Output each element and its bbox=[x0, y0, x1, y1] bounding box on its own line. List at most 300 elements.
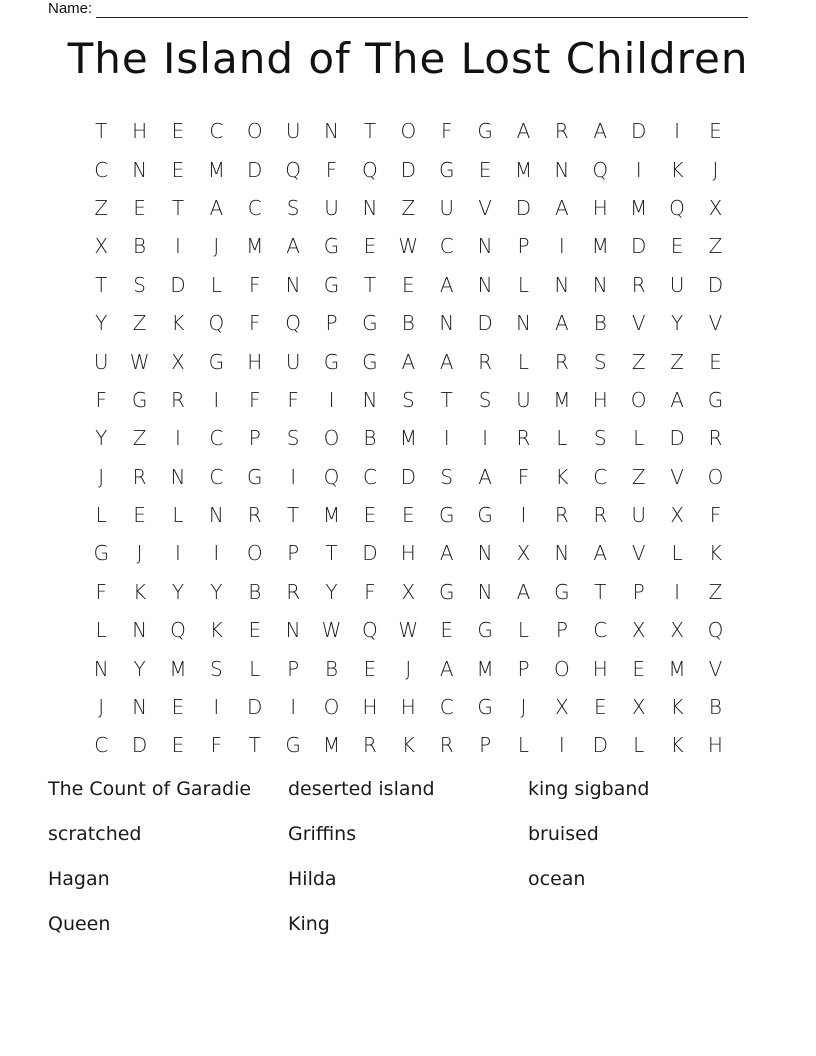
grid-letter: V bbox=[670, 464, 684, 489]
grid-letter: A bbox=[516, 119, 531, 144]
word-bank-item: Queen bbox=[48, 913, 111, 935]
grid-letter: Z bbox=[708, 234, 723, 259]
grid-letter: S bbox=[210, 656, 223, 681]
grid-letter: X bbox=[516, 541, 531, 566]
grid-letter: W bbox=[129, 349, 150, 374]
grid-letter: B bbox=[593, 311, 607, 336]
grid-letter: D bbox=[707, 272, 724, 297]
grid-letter: T bbox=[325, 541, 338, 566]
grid-letter: G bbox=[131, 387, 148, 412]
grid-letter: U bbox=[285, 119, 301, 144]
grid-letter: G bbox=[438, 579, 455, 604]
grid-letter: H bbox=[592, 387, 608, 412]
grid-letter: N bbox=[477, 234, 493, 259]
grid-letter: W bbox=[398, 618, 419, 643]
word-bank-item: deserted island bbox=[288, 778, 435, 800]
grid-letter: C bbox=[439, 234, 454, 259]
grid-letter: I bbox=[213, 695, 220, 720]
grid-letter: A bbox=[401, 349, 416, 374]
grid-letter: O bbox=[323, 695, 340, 720]
grid-letter: V bbox=[631, 541, 646, 566]
grid-letter: T bbox=[363, 119, 377, 144]
grid-letter: T bbox=[287, 503, 300, 528]
grid-letter: U bbox=[669, 272, 685, 297]
grid-letter: F bbox=[210, 733, 223, 758]
word-bank-item: Griffins bbox=[288, 823, 357, 845]
grid-letter: X bbox=[670, 503, 684, 528]
grid-letter: N bbox=[285, 272, 301, 297]
grid-letter: P bbox=[248, 426, 261, 451]
grid-letter: H bbox=[362, 695, 378, 720]
grid-letter: N bbox=[554, 541, 570, 566]
word-bank-item: scratched bbox=[48, 823, 142, 845]
grid-letter: A bbox=[439, 272, 454, 297]
grid-letter: J bbox=[98, 695, 105, 720]
grid-letter: V bbox=[478, 195, 492, 220]
grid-letter: X bbox=[631, 695, 646, 720]
grid-letter: F bbox=[287, 387, 299, 412]
grid-letter: Z bbox=[132, 311, 147, 336]
grid-letter: M bbox=[399, 426, 417, 451]
grid-letter: Q bbox=[669, 195, 685, 220]
grid-letter: L bbox=[517, 272, 530, 297]
grid-letter: G bbox=[285, 733, 301, 758]
grid-letter: K bbox=[133, 579, 147, 604]
grid-letter: D bbox=[592, 733, 608, 758]
grid-letter: K bbox=[555, 464, 569, 489]
grid-letter: L bbox=[95, 618, 107, 643]
grid-letter: C bbox=[593, 464, 608, 489]
grid-letter: P bbox=[287, 541, 300, 566]
grid-letter: G bbox=[362, 349, 378, 374]
grid-letter: Y bbox=[670, 311, 684, 336]
grid-letter: X bbox=[171, 349, 185, 374]
grid-letter: Z bbox=[670, 349, 684, 374]
grid-letter: G bbox=[323, 272, 340, 297]
grid-letter: F bbox=[364, 579, 376, 604]
grid-letter: R bbox=[593, 503, 608, 528]
grid-letter: L bbox=[633, 733, 645, 758]
grid-letter: N bbox=[516, 311, 531, 336]
grid-letter: J bbox=[520, 695, 527, 720]
grid-letter: E bbox=[248, 618, 262, 643]
grid-letter: D bbox=[477, 311, 493, 336]
grid-letter: Q bbox=[285, 311, 302, 336]
grid-letter: D bbox=[247, 157, 263, 182]
grid-letter: T bbox=[440, 387, 453, 412]
grid-letter: U bbox=[324, 195, 339, 220]
grid-letter: U bbox=[439, 195, 455, 220]
name-field bbox=[48, 0, 748, 18]
grid-letter: I bbox=[213, 387, 220, 412]
grid-letter: G bbox=[477, 503, 493, 528]
grid-letter: R bbox=[286, 579, 301, 604]
grid-letter: N bbox=[554, 272, 570, 297]
grid-letter: F bbox=[249, 387, 261, 412]
grid-letter: K bbox=[708, 541, 722, 566]
grid-letter: T bbox=[95, 119, 108, 144]
grid-letter: A bbox=[286, 234, 300, 259]
grid-letter: I bbox=[558, 234, 565, 259]
grid-letter: B bbox=[324, 656, 339, 681]
grid-letter: M bbox=[322, 733, 341, 758]
grid-letter: D bbox=[131, 733, 148, 758]
name-label: Name: bbox=[48, 0, 93, 17]
grid-letter: Q bbox=[323, 464, 340, 489]
grid-letter: G bbox=[707, 387, 724, 412]
grid-letter: N bbox=[285, 618, 301, 643]
grid-letter: F bbox=[517, 464, 530, 489]
grid-letter: E bbox=[171, 733, 185, 758]
grid-letter: C bbox=[94, 733, 109, 758]
grid-letter: R bbox=[478, 349, 493, 374]
grid-letter: D bbox=[630, 119, 647, 144]
grid-letter: Z bbox=[132, 426, 147, 451]
grid-letter: K bbox=[171, 311, 185, 336]
grid-letter: R bbox=[439, 733, 454, 758]
grid-letter: G bbox=[247, 464, 263, 489]
grid-letter: C bbox=[209, 119, 224, 144]
grid-letter: G bbox=[554, 579, 570, 604]
grid-letter: T bbox=[95, 272, 108, 297]
grid-letter: O bbox=[554, 656, 570, 681]
grid-letter: S bbox=[593, 349, 607, 374]
grid-letter: X bbox=[708, 195, 723, 220]
word-bank-item: King bbox=[288, 913, 330, 935]
grid-letter: M bbox=[246, 234, 264, 259]
grid-letter: G bbox=[323, 234, 340, 259]
grid-letter: Q bbox=[362, 157, 378, 182]
grid-letter: G bbox=[323, 349, 340, 374]
grid-letter: Y bbox=[210, 579, 223, 604]
grid-letter: Z bbox=[401, 195, 416, 220]
grid-letter: A bbox=[593, 541, 608, 566]
grid-letter: G bbox=[477, 695, 493, 720]
grid-letter: O bbox=[707, 464, 724, 489]
grid-letter: K bbox=[209, 618, 223, 643]
grid-letter: M bbox=[476, 656, 494, 681]
grid-letter: C bbox=[247, 195, 262, 220]
grid-letter: I bbox=[213, 541, 220, 566]
grid-letter: M bbox=[514, 157, 533, 182]
grid-letter: Q bbox=[362, 618, 378, 643]
grid-letter: E bbox=[363, 234, 377, 259]
grid-letter: D bbox=[247, 695, 263, 720]
grid-letter: A bbox=[670, 387, 684, 412]
grid-letter: C bbox=[209, 464, 224, 489]
grid-letter: P bbox=[632, 579, 645, 604]
grid-letter: E bbox=[363, 656, 377, 681]
grid-letter: D bbox=[400, 464, 417, 489]
grid-letter: F bbox=[249, 311, 261, 336]
grid-letter: W bbox=[321, 618, 342, 643]
grid-letter: M bbox=[322, 503, 341, 528]
grid-letter: Y bbox=[133, 656, 146, 681]
grid-letter: Y bbox=[171, 579, 185, 604]
grid-letter: V bbox=[708, 311, 723, 336]
grid-letter: I bbox=[558, 733, 565, 758]
grid-letter: B bbox=[401, 311, 415, 336]
grid-letter: F bbox=[440, 119, 453, 144]
grid-letter: J bbox=[405, 656, 412, 681]
grid-letter: L bbox=[517, 618, 530, 643]
grid-letter: T bbox=[171, 195, 185, 220]
grid-letter: U bbox=[516, 387, 531, 412]
grid-letter: J bbox=[712, 157, 719, 182]
grid-letter: F bbox=[95, 387, 107, 412]
grid-letter: Z bbox=[94, 195, 109, 220]
word-bank-item: king sigband bbox=[528, 778, 650, 800]
grid-letter: S bbox=[133, 272, 146, 297]
grid-letter: C bbox=[439, 695, 454, 720]
grid-letter: E bbox=[171, 119, 185, 144]
grid-letter: P bbox=[325, 311, 338, 336]
grid-letter: E bbox=[363, 503, 377, 528]
grid-letter: N bbox=[132, 157, 148, 182]
grid-letter: T bbox=[594, 579, 607, 604]
grid-letter: G bbox=[93, 541, 109, 566]
grid-letter: I bbox=[674, 119, 680, 144]
grid-letter: W bbox=[398, 234, 419, 259]
grid-letter: C bbox=[209, 426, 224, 451]
grid-letter: V bbox=[631, 311, 646, 336]
grid-letter: O bbox=[630, 387, 647, 412]
grid-letter: F bbox=[709, 503, 722, 528]
grid-letter: O bbox=[323, 426, 340, 451]
grid-letter: M bbox=[668, 656, 686, 681]
grid-letter: I bbox=[175, 426, 181, 451]
grid-letter: N bbox=[170, 464, 186, 489]
grid-letter: G bbox=[438, 503, 455, 528]
grid-letter: K bbox=[670, 695, 684, 720]
grid-letter: G bbox=[477, 618, 493, 643]
grid-letter: A bbox=[555, 311, 569, 336]
grid-letter: B bbox=[133, 234, 147, 259]
grid-letter: K bbox=[670, 733, 684, 758]
grid-letter: S bbox=[286, 195, 300, 220]
grid-letter: R bbox=[554, 119, 569, 144]
grid-letter: Q bbox=[170, 618, 186, 643]
grid-letter: S bbox=[286, 426, 300, 451]
grid-letter: R bbox=[631, 272, 646, 297]
grid-letter: L bbox=[210, 272, 222, 297]
grid-letter: N bbox=[362, 387, 378, 412]
grid-letter: X bbox=[631, 618, 646, 643]
grid-letter: N bbox=[477, 579, 493, 604]
grid-letter: Q bbox=[592, 157, 609, 182]
grid-letter: J bbox=[213, 234, 220, 259]
grid-letter: L bbox=[517, 733, 530, 758]
grid-letter: X bbox=[401, 579, 416, 604]
grid-letter: M bbox=[169, 656, 187, 681]
word-bank-item: ocean bbox=[528, 868, 586, 890]
grid-letter: H bbox=[132, 119, 148, 144]
grid-letter: L bbox=[95, 503, 107, 528]
grid-letter: A bbox=[439, 656, 454, 681]
letter-grid bbox=[82, 112, 735, 765]
grid-letter: Y bbox=[95, 426, 108, 451]
grid-letter: E bbox=[709, 349, 722, 374]
grid-letter: N bbox=[132, 695, 148, 720]
grid-letter: D bbox=[630, 234, 647, 259]
grid-letter: N bbox=[208, 503, 224, 528]
grid-letter: B bbox=[248, 579, 262, 604]
grid-letter: P bbox=[479, 733, 492, 758]
grid-letter: Z bbox=[631, 464, 646, 489]
grid-letter: X bbox=[555, 695, 569, 720]
grid-letter: N bbox=[132, 618, 148, 643]
grid-letter: B bbox=[363, 426, 377, 451]
grid-letter: E bbox=[478, 157, 492, 182]
grid-letter: N bbox=[324, 119, 340, 144]
grid-letter: S bbox=[440, 464, 454, 489]
grid-letter: P bbox=[555, 618, 568, 643]
grid-letter: I bbox=[290, 464, 297, 489]
word-bank bbox=[48, 778, 748, 958]
grid-letter: U bbox=[631, 503, 646, 528]
grid-letter: X bbox=[670, 618, 684, 643]
grid-letter: I bbox=[635, 157, 642, 182]
grid-letter: E bbox=[440, 618, 454, 643]
grid-letter: C bbox=[94, 157, 109, 182]
grid-letter: F bbox=[95, 579, 107, 604]
grid-letter: I bbox=[290, 695, 297, 720]
grid-letter: E bbox=[133, 503, 146, 528]
grid-letter: E bbox=[670, 234, 684, 259]
grid-letter: E bbox=[709, 119, 722, 144]
grid-letter: K bbox=[401, 733, 415, 758]
grid-letter: N bbox=[362, 195, 378, 220]
grid-letter: S bbox=[478, 387, 492, 412]
grid-letter: T bbox=[248, 733, 261, 758]
grid-letter: R bbox=[132, 464, 147, 489]
grid-letter: M bbox=[591, 234, 609, 259]
word-bank-item: Hilda bbox=[288, 868, 337, 890]
grid-letter: L bbox=[517, 349, 530, 374]
grid-letter: I bbox=[443, 426, 450, 451]
grid-letter: R bbox=[247, 503, 262, 528]
grid-letter: S bbox=[401, 387, 415, 412]
grid-letter: P bbox=[287, 656, 300, 681]
grid-letter: Y bbox=[95, 311, 108, 336]
word-bank-item: bruised bbox=[528, 823, 599, 845]
grid-letter: R bbox=[708, 426, 723, 451]
grid-letter: E bbox=[171, 157, 185, 182]
grid-letter: L bbox=[556, 426, 568, 451]
grid-letter: A bbox=[516, 579, 531, 604]
grid-letter: P bbox=[517, 234, 530, 259]
grid-letter: I bbox=[175, 234, 181, 259]
grid-letter: E bbox=[402, 272, 415, 297]
grid-letter: I bbox=[674, 579, 680, 604]
grid-letter: G bbox=[208, 349, 225, 374]
grid-letter: X bbox=[94, 234, 109, 259]
grid-letter: D bbox=[669, 426, 685, 451]
grid-letter: H bbox=[400, 541, 416, 566]
grid-letter: I bbox=[175, 541, 181, 566]
grid-letter: A bbox=[439, 349, 454, 374]
grid-letter: O bbox=[400, 119, 417, 144]
grid-letter: L bbox=[633, 426, 645, 451]
grid-letter: U bbox=[93, 349, 109, 374]
grid-letter: Y bbox=[325, 579, 338, 604]
page-title: The Island of The Lost Children bbox=[67, 34, 749, 83]
grid-letter: R bbox=[554, 503, 569, 528]
grid-letter: R bbox=[362, 733, 377, 758]
grid-letter: V bbox=[708, 656, 723, 681]
grid-letter: N bbox=[477, 272, 493, 297]
grid-letter: N bbox=[439, 311, 455, 336]
grid-letter: N bbox=[93, 656, 109, 681]
grid-letter: A bbox=[209, 195, 224, 220]
grid-letter: H bbox=[707, 733, 723, 758]
grid-letter: H bbox=[247, 349, 263, 374]
grid-letter: R bbox=[554, 349, 569, 374]
word-bank-item: The Count of Garadie bbox=[48, 778, 252, 800]
grid-letter: E bbox=[632, 656, 645, 681]
grid-letter: H bbox=[400, 695, 416, 720]
grid-letter: E bbox=[593, 695, 607, 720]
grid-letter: Q bbox=[285, 157, 302, 182]
grid-letter: O bbox=[246, 119, 263, 144]
grid-letter: D bbox=[400, 157, 417, 182]
grid-letter: N bbox=[592, 272, 608, 297]
grid-letter: M bbox=[553, 387, 571, 412]
grid-letter: L bbox=[671, 541, 683, 566]
grid-letter: J bbox=[98, 464, 105, 489]
grid-letter: G bbox=[362, 311, 378, 336]
grid-letter: D bbox=[170, 272, 186, 297]
grid-letter: R bbox=[171, 387, 185, 412]
grid-letter: I bbox=[520, 503, 527, 528]
grid-letter: A bbox=[478, 464, 492, 489]
grid-letter: C bbox=[362, 464, 377, 489]
grid-letter: P bbox=[517, 656, 530, 681]
grid-letter: K bbox=[670, 157, 684, 182]
grid-letter: U bbox=[285, 349, 301, 374]
grid-letter: D bbox=[515, 195, 532, 220]
grid-letter: B bbox=[708, 695, 722, 720]
grid-letter: C bbox=[593, 618, 608, 643]
grid-letter: J bbox=[136, 541, 143, 566]
grid-letter: N bbox=[477, 541, 493, 566]
grid-letter: Q bbox=[208, 311, 225, 336]
grid-letter: M bbox=[630, 195, 648, 220]
grid-letter: O bbox=[246, 541, 263, 566]
grid-letter: G bbox=[438, 157, 455, 182]
grid-letter: A bbox=[555, 195, 569, 220]
grid-letter: F bbox=[249, 272, 261, 297]
grid-letter: E bbox=[171, 695, 185, 720]
word-bank-item: Hagan bbox=[48, 868, 110, 890]
grid-letter: I bbox=[328, 387, 335, 412]
grid-letter: A bbox=[439, 541, 454, 566]
grid-letter: R bbox=[516, 426, 531, 451]
grid-letter: Z bbox=[708, 579, 723, 604]
grid-letter: I bbox=[482, 426, 489, 451]
grid-letter: D bbox=[362, 541, 378, 566]
grid-letter: H bbox=[592, 195, 608, 220]
grid-letter: T bbox=[363, 272, 377, 297]
grid-letter: F bbox=[325, 157, 338, 182]
grid-letter: H bbox=[592, 656, 608, 681]
grid-letter: E bbox=[133, 195, 146, 220]
grid-letter: S bbox=[593, 426, 607, 451]
grid-letter: N bbox=[554, 157, 570, 182]
grid-letter: Z bbox=[631, 349, 646, 374]
grid-letter: E bbox=[402, 503, 415, 528]
grid-letter: L bbox=[172, 503, 184, 528]
